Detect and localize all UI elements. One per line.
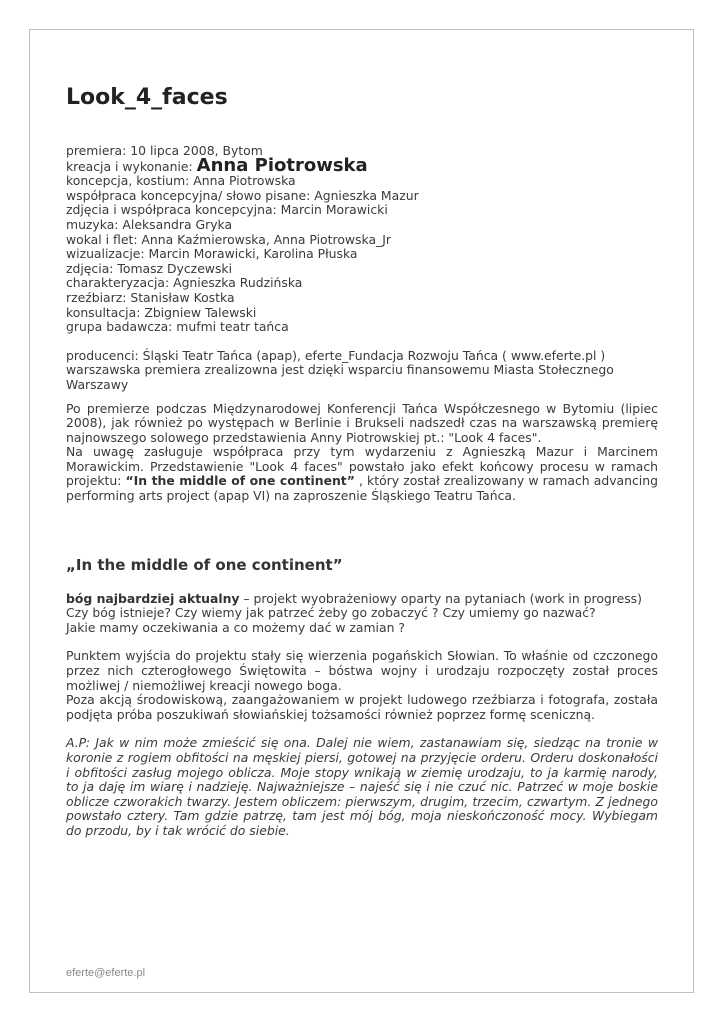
body-paragraph-2: Poza akcją środowiskową, zaangażowaniem w projekt ludowego rzeźbiarza i fotografa, została podjęta próba poszukiwań słowiańskiej tożsamości również poprzez formę sceniczną.	[66, 692, 658, 722]
project-name: bóg najbardziej aktualny	[66, 590, 240, 606]
project-description: – projekt wyobrażeniowy oparty na pytaniach (work in progress)	[239, 590, 642, 606]
document-title: Look_4_faces	[66, 85, 228, 110]
creation-label: kreacja i wykonanie:	[66, 158, 193, 174]
credit-line: zdjęcia i współpraca koncepcyjna: Marcin Morawicki	[66, 202, 388, 218]
intro-text-a: Na uwagę zasługuje współpraca przy tym wydarzeniu z Agnieszką Mazur i Marcinem Morawickim. Przedstawienie "Look 4 faces" powstało jako efekt końcowy procesu w ramach projektu:	[66, 444, 658, 489]
credit-line: rzeźbiarz: Stanisław Kostka	[66, 289, 235, 305]
credit-line: muzyka: Aleksandra Gryka	[66, 216, 233, 232]
credit-line: grupa badawcza: mufmi teatr tańca	[66, 319, 289, 335]
project-line	[66, 592, 658, 607]
section-heading: „In the middle of one continent”	[66, 555, 343, 574]
credit-line: wokal i flet: Anna Kaźmierowska, Anna Piotrowska_Jr	[66, 231, 391, 247]
document-content	[66, 85, 658, 839]
credit-line: koncepcja, kostium: Anna Piotrowska	[66, 173, 296, 189]
questions-line-1: Czy bóg istnieje? Czy wiemy jak patrzeć żeby go zobaczyć ? Czy umiemy go nazwać?	[66, 605, 596, 621]
credit-line: współpraca koncepcyjna/ słowo pisane: Agnieszka Mazur	[66, 187, 419, 203]
intro-paragraph-2	[66, 445, 658, 503]
credit-line: charakteryzacja: Agnieszka Rudzińska	[66, 275, 303, 291]
credit-line: zdjęcia: Tomasz Dyczewski	[66, 260, 233, 276]
document-page	[29, 29, 694, 993]
funding-line: warszawska premiera zrealizowna jest dzięki wsparciu finansowemu Miasta Stołecznego Warszawy	[66, 362, 614, 392]
project-title-bold: “In the middle of one continent”	[125, 473, 355, 489]
intro-paragraph-1: Po premierze podczas Międzynarodowej Konferencji Tańca Współczesnego w Bytomiu (lipiec 2008), jak również po występach w Berlinie i Brukseli nadszedł czas na warszawską premierę najnowszego solowego przedstawienia Anny Piotrowskiej pt.: "Look 4 faces".	[66, 400, 658, 445]
premiere-line: premiera: 10 lipca 2008, Bytom	[66, 143, 263, 158]
intro-text-b: , który został zrealizowany w ramach advancing performing arts project (apap VI) na zaproszenie Śląskiego Teatru Tańca.	[66, 473, 658, 504]
body-paragraph-1: Punktem wyjścia do projektu stały się wierzenia pogańskich Słowian. To właśnie od czczonego przez nich czterogłowego Świętowita – bóstwa wojny i urodzaju rozpoczęty został proces możliwej / niemożliwej kreacji nowego boga.	[66, 648, 658, 693]
questions-line-2: Jakie mamy oczekiwania a co możemy dać w zamian ?	[66, 619, 405, 635]
credit-line: konsultacja: Zbigniew Talewski	[66, 304, 257, 320]
credit-line: wizualizacje: Marcin Morawicki, Karolina Płuska	[66, 246, 358, 262]
footer-email: eferte@eferte.pl	[66, 967, 146, 979]
producers-line: producenci: Śląski Teatr Tańca (apap), eferte_Fundacja Rozwoju Tańca ( www.eferte.pl )	[66, 347, 606, 363]
creation-name: Anna Piotrowska	[196, 154, 368, 176]
creation-line	[66, 154, 658, 176]
quote-paragraph: A.P: Jak w nim może zmieścić się ona. Dalej nie wiem, zastanawiam się, siedząc na tronie w koronie z rogiem obfitości na męskiej piersi, gotowej na przyjęcie orderu. Orderu doskonałości i obfitości zasług mojego oblicza. Moje stopy wnikają w ziemię urodzaju, to ja karmię narody, to ja daję im wiarę i nadzieję. Najważniejsze – najeść się i nie czuć nic. Patrzeć w moje boskie oblicze czworakich twarzy. Jestem obliczem: pierwszym, drugim, trzecim, czwartym. Z jednego powstało cztery. Tam gdzie patrzę, tam jest mój bóg, moja nieskończoność mocy. Wybiegam do przodu, by i tak wrócić do siebie.	[66, 735, 658, 838]
